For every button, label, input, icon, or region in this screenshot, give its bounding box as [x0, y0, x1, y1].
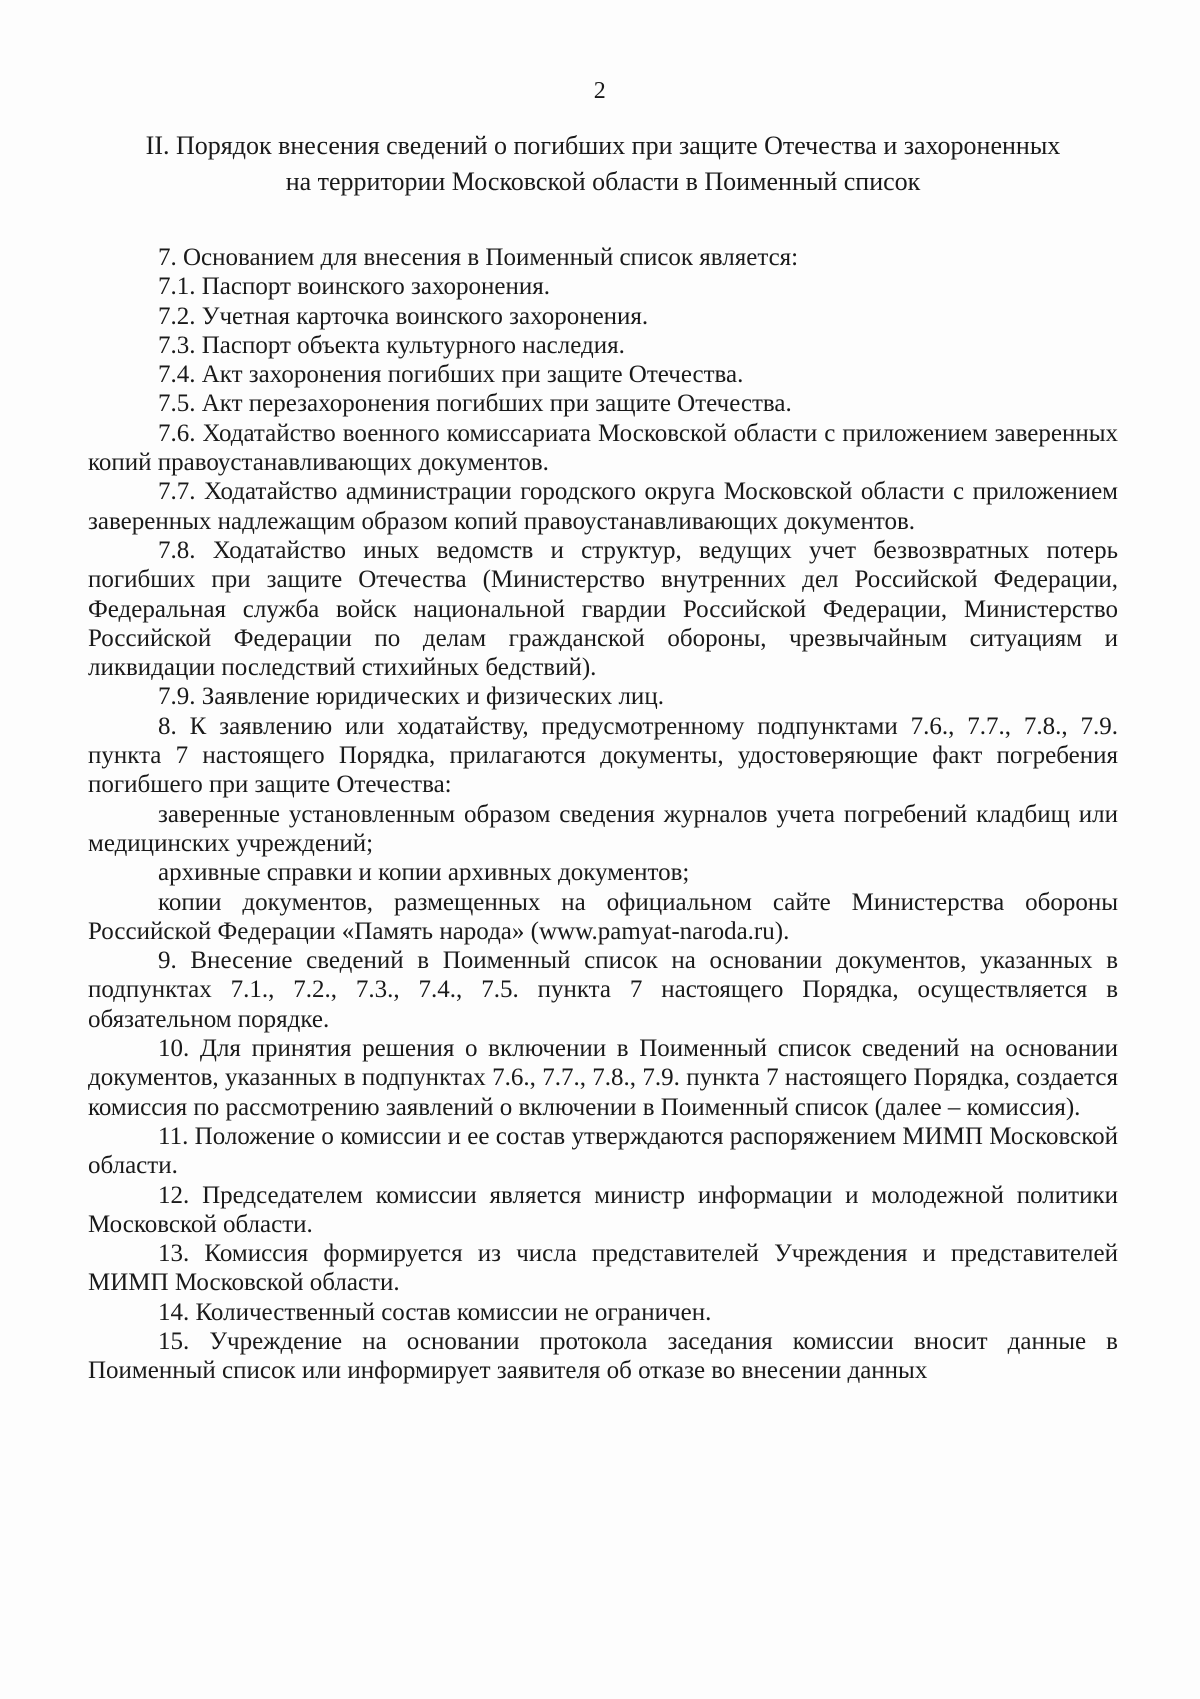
paragraph-7-7: 7.7. Ходатайство администрации городского округа Московской области с приложением заверенных надлежащим образом копий правоустанавливающих документов. [88, 478, 1118, 535]
paragraph-7-1: 7.1. Паспорт воинского захоронения. [158, 273, 550, 301]
paragraph-8: 8. К заявлению или ходатайству, предусмотренному подпунктами 7.6., 7.7., 7.8., 7.9. пункта 7 настоящего Порядка, прилагаются документы, удостоверяющие факт погребения погибшего при защите Отечества: [88, 712, 1118, 799]
paragraph-9: 9. Внесение сведений в Поименный список на основании документов, указанных в подпунктах 7.1., 7.2., 7.3., 7.4., 7.5. пункта 7 настоящего Порядка, осуществляется в обязательном порядке. [88, 947, 1118, 1033]
document-body [88, 243, 1118, 1386]
paragraph-13: 13. Комиссия формируется из числа представителей Учреждения и представителей МИМП Московской области. [88, 1240, 1118, 1297]
paragraph-12: 12. Председателем комиссии является министр информации и молодежной политики Московской области. [88, 1181, 1118, 1238]
section-heading-line-1: II. Порядок внесения сведений о погибших при защите Отечества и захороненных [145, 131, 1061, 160]
page-number: 2 [593, 78, 607, 104]
paragraph-8-item-1: заверенные установленным образом сведения журналов учета погребений кладбищ или медицинских учреждений; [88, 800, 1118, 857]
paragraph-7-5: 7.5. Акт перезахоронения погибших при защите Отечества. [158, 390, 792, 418]
paragraph-7-3: 7.3. Паспорт объекта культурного наследия. [158, 331, 625, 359]
paragraph-11: 11. Положение о комиссии и ее состав утверждаются распоряжением МИМП Московской области. [88, 1122, 1118, 1180]
section-heading [88, 128, 1118, 200]
paragraph-7-4: 7.4. Акт захоронения погибших при защите Отечества. [158, 361, 744, 389]
paragraph-7-2: 7.2. Учетная карточка воинского захоронения. [158, 302, 649, 330]
paragraph-14: 14. Количественный состав комиссии не ограничен. [158, 1298, 712, 1326]
paragraph-15: 15. Учреждение на основании протокола заседания комиссии вносит данные в Поименный список или информирует заявителя об отказе во внесении данных [88, 1327, 1118, 1385]
section-heading-line-2: на территории Московской области в Поименный список [285, 167, 921, 196]
paragraph-7: 7. Основанием для внесения в Поименный список является: [158, 244, 799, 271]
paragraph-7-9: 7.9. Заявление юридических и физических лиц. [158, 683, 664, 711]
paragraph-7-6: 7.6. Ходатайство военного комиссариата Московской области с приложением заверенных копий правоустанавливающих документов. [88, 419, 1118, 477]
paragraph-7-8: 7.8. Ходатайство иных ведомств и структур, ведущих учет безвозвратных потерь погибших при защите Отечества (Министерство внутренних дел Российской Федерации, Федеральная служба войск национальной гвардии Российской Федерации, Министерство Российской Федерации по делам гражданской обороны, чрезвычайным ситуациям и ликвидации последствий стихийных бедствий). [88, 536, 1118, 682]
paragraph-8-item-3: копии документов, размещенных на официальном сайте Министерства обороны Российской Федерации «Память народа» (www.pamyat-naroda.ru). [88, 888, 1118, 945]
paragraph-10: 10. Для принятия решения о включении в Поименный список сведений на основании документов, указанных в подпунктах 7.6., 7.7., 7.8., 7.9. пункта 7 настоящего Порядка, создается комиссия по рассмотрению заявлений о включении в Поименный список (далее – комиссия). [88, 1035, 1118, 1121]
paragraph-8-item-2: архивные справки и копии архивных документов; [158, 859, 690, 887]
